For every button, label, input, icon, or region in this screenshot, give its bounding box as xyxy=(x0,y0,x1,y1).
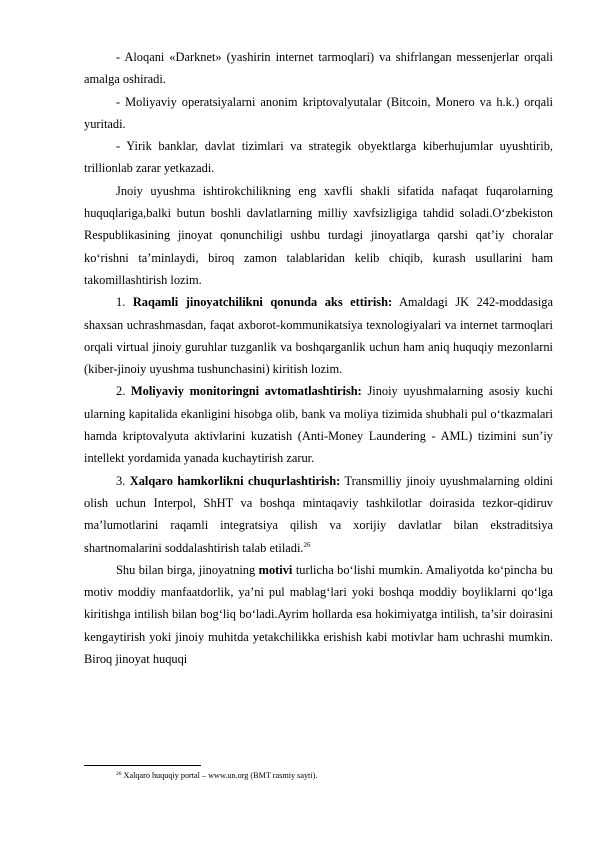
footnote xyxy=(116,769,317,781)
item-financial-monitoring xyxy=(84,380,553,469)
item-title: Moliyaviy monitoringni avtomatlashtirish: xyxy=(130,384,362,399)
item-title: Xalqaro hamkorlikni chuqurlashtirish: xyxy=(129,473,341,488)
item-digital-crime xyxy=(84,291,553,380)
footnote-number: 26 xyxy=(116,771,122,777)
footnote-text: Xalqaro huquqiy portal – www.un.org (BMT rasmiy sayti). xyxy=(121,771,318,780)
item-international-cooperation xyxy=(84,470,553,559)
footnote-divider xyxy=(84,765,201,766)
item-number: 3. xyxy=(116,473,126,488)
footnote-reference[interactable]: 26 xyxy=(303,540,311,549)
bullet-cyberattacks: - Yirik banklar, davlat tizimlari va strategik obyektlarga kiberhujumlar uyushtirib, trillionlab zarar yetkazadi. xyxy=(84,139,553,176)
paragraph-text: Shu bilan birga, jinoyatning xyxy=(116,562,259,577)
item-text: Jinoiy uyushmalarning asosiy kuchi ularning kapitalida ekanligini hisobga olib, bank va moliya tizimida shubhali pul o‘tkazmalari hamda kriptovalyuta aktivlarini kuzatish (Anti-Money Laundering - AML) tizimini sun’iy intellekt yordamida yanada kuchaytirish zarur. xyxy=(84,384,553,466)
item-title: Raqamli jinoyatchilikni qonunda aks ettirish: xyxy=(132,295,393,310)
item-number: 1. xyxy=(116,295,126,310)
document-body xyxy=(84,46,553,670)
item-text: Transmilliy jinoiy uyushmalarning oldini olish uchun Interpol, ShHT va boshqa mintaqaviy tashkilotlar doirasida tezkor-qidiruv ma’lumotlarini raqamli integratsiya qilish va xorijiy davlatlar bilan ekstraditsiya shartnomalarini soddalashtirish talab etiladi. xyxy=(84,473,553,555)
motive-term: motivi xyxy=(258,562,293,577)
bullet-darknet: - Aloqani «Darknet» (yashirin internet tarmoqlari) va shifrlangan messenjerlar orqali amalga oshiradi. xyxy=(84,50,553,87)
paragraph-criminal-association: Jnoiy uyushma ishtirokchilikning eng xavfli shakli sifatida nafaqat fuqarolarning huquqlariga,balki butun boshli davlatlarning milliy xavfsizligiga tahdid soladi.O‘zbekiston Respublikasining jinoyat qonunchiligi ushbu turdagi jinoyatlarga qarshi qat’iy choralar ko‘rishni ta’minlaydi, biroq zamon talablaridan kelib chiqib, kurash usullarini ham takomillashtirish lozim. xyxy=(84,183,553,287)
item-text: Amaldagi JK 242-moddasiga shaxsan uchrashmasdan, faqat axborot-kommunikatsiya texnologiyalari va internet tarmoqlari orqali virtual jinoiy guruhlar tuzganlik va boshqarganlik uchun ham aniq huquqiy mezonlarni (kiber-jinoiy uyushma tushunchasini) kiritish lozim. xyxy=(84,295,553,377)
paragraph-text: turlicha bo‘lishi mumkin. Amaliyotda ko‘pincha bu motiv moddiy manfaatdorlik, ya’ni pul mablag‘lari yoki boshqa moddiy boyliklarni qo‘lga kiritishga intilish bilan bog‘liq bo‘ladi.Ayrim hollarda esa hokimiyatga intilish, ta’sir doirasini kengaytirish yoki jinoiy muhitda yetakchilikka erishish kabi motivlar ham uchrashi mumkin. Biroq jinoyat huquqi xyxy=(84,562,553,667)
paragraph-motive xyxy=(84,559,553,670)
bullet-crypto: - Moliyaviy operatsiyalarni anonim kriptovalyutalar (Bitcoin, Monero va h.k.) orqali yuritadi. xyxy=(84,94,553,131)
item-number: 2. xyxy=(116,384,126,399)
